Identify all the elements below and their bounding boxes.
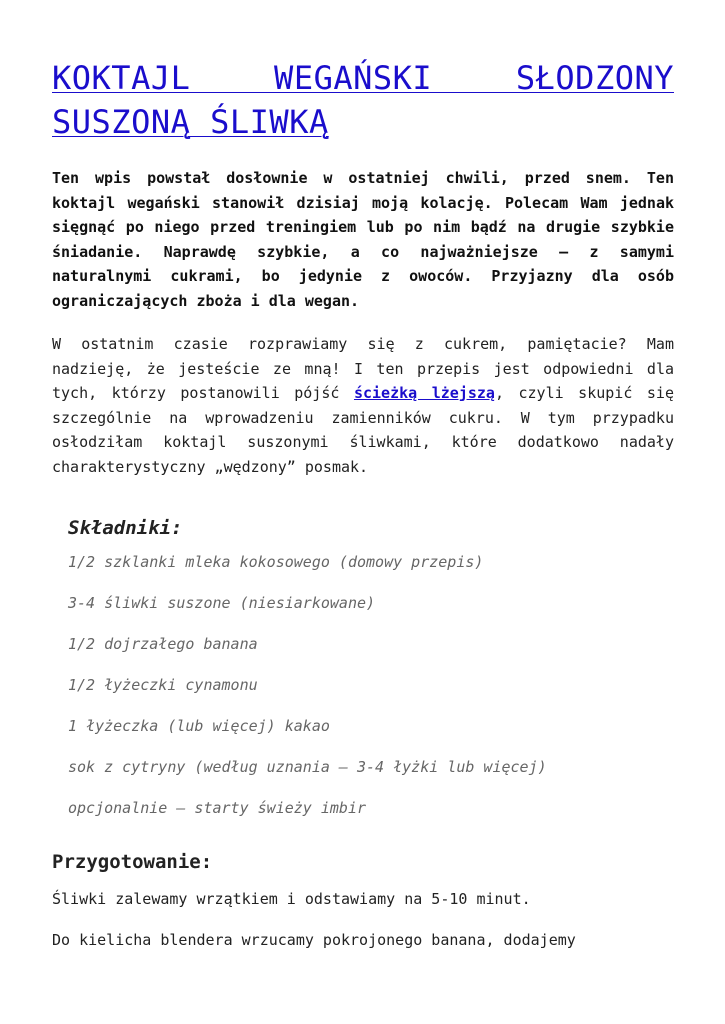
ingredient-item: opcjonalnie – starty świeży imbir <box>68 799 367 817</box>
ingredient-item: 3-4 śliwki suszone (niesiarkowane) <box>68 594 376 612</box>
intro-paragraph <box>52 332 674 479</box>
article-title-link[interactable]: KOKTAJL WEGAŃSKI SŁODZONY SUSZONĄ ŚLIWKĄ <box>52 59 674 141</box>
ingredient-item: 1 łyżeczka (lub więcej) kakao <box>68 717 330 735</box>
preparation-heading: Przygotowanie: <box>52 851 213 873</box>
ingredient-item: 1/2 dojrzałego banana <box>68 635 258 653</box>
preparation-step: Śliwki zalewamy wrzątkiem i odstawiamy na 5-10 minut. <box>52 890 531 908</box>
ingredient-item: sok z cytryny (według uznania – 3-4 łyżki lub więcej) <box>68 758 547 776</box>
preparation-step: Do kielicha blendera wrzucamy pokrojonego banana, dodajemy <box>52 931 576 949</box>
ingredient-item: 1/2 szklanki mleka kokosowego (domowy przepis) <box>68 553 484 571</box>
ingredients-list <box>68 551 674 819</box>
article-lead: Ten wpis powstał dosłownie w ostatniej chwili, przed snem. Ten koktajl wegański stanowił dzisiaj moją kolację. Polecam Wam jednak sięgnąć po niego przed treningiem lub po nim bądź na drugie szybkie śniadanie. Naprawdę szybkie, a co najważniejsze – z samymi naturalnymi cukrami, bo jedynie z owoców. Przyjazny dla osób ograniczających zboża i dla wegan. <box>52 169 674 310</box>
article-title <box>52 56 674 144</box>
intro-text-before-link: W ostatnim czasie rozprawiamy się z cukrem, pamiętacie? Mam nadzieję, że jesteście ze mną! I ten przepis jest odpowiedni dla tych, którzy postanowili pójść <box>52 335 674 402</box>
article <box>52 56 674 952</box>
ingredients-section <box>68 515 674 819</box>
ingredient-item: 1/2 łyżeczki cynamonu <box>68 676 258 694</box>
lighter-path-link[interactable]: ścieżką lżejszą <box>353 384 495 402</box>
intro-text-after-link: , czyli skupić się szczególnie na wprowadzeniu zamienników cukru. W tym przypadku osłodziłam koktajl suszonymi śliwkami, które dodatkowo nadały charakterystyczny „wędzony” posmak. <box>52 384 674 476</box>
ingredients-heading: Składniki: <box>68 517 183 539</box>
